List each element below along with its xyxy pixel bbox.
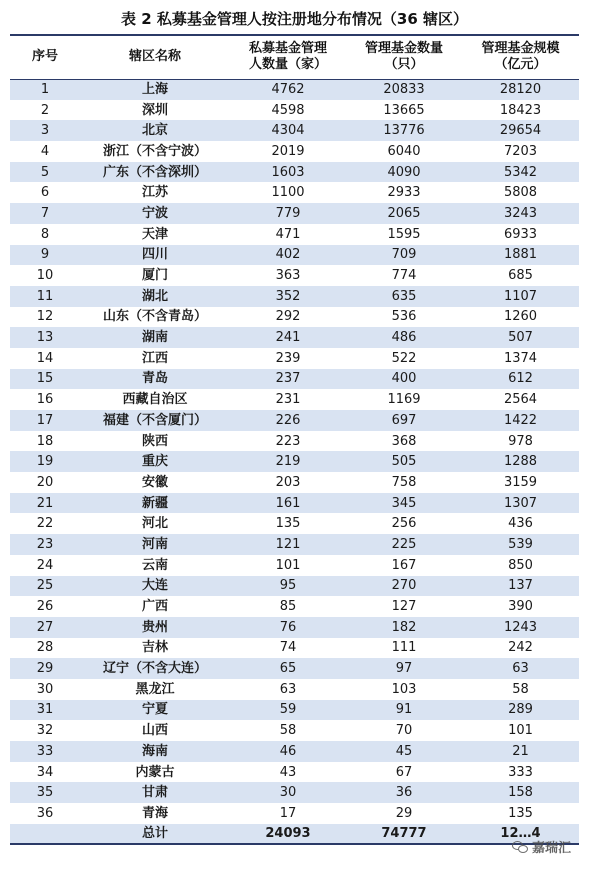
cell-scale: 850 — [508, 557, 533, 573]
wechat-icon — [512, 841, 528, 853]
table-row — [10, 617, 579, 638]
table-row — [10, 679, 579, 700]
table-row — [10, 431, 579, 452]
table-body — [10, 79, 579, 844]
cell-scale: 1243 — [462, 617, 579, 638]
cell-managers: 46 — [230, 741, 346, 762]
cell-no: 32 — [36, 723, 54, 739]
table-row — [10, 472, 579, 493]
cell-managers: 101 — [275, 557, 301, 573]
cell-no: 13 — [10, 327, 80, 348]
cell-scale: 7203 — [503, 143, 538, 159]
cell-region: 四川 — [80, 245, 230, 266]
table-row — [10, 451, 579, 472]
cell-scale: 1422 — [462, 410, 579, 431]
cell-no: 21 — [10, 493, 80, 514]
cell-no: 31 — [10, 700, 80, 721]
header-region-label: 辖区名称 — [128, 49, 181, 65]
cell-managers: 402 — [230, 245, 346, 266]
table-row — [10, 224, 579, 245]
cell-managers: 1100 — [271, 185, 305, 201]
cell-funds: 97 — [346, 658, 462, 679]
cell-no: 10 — [36, 268, 54, 284]
cell-region: 青海 — [141, 805, 168, 821]
table-row — [10, 307, 579, 328]
table-row — [10, 265, 579, 286]
header-funds — [346, 35, 462, 79]
total-managers: 24093 — [230, 824, 346, 845]
cell-region: 海南 — [80, 741, 230, 762]
cell-managers: 4762 — [230, 79, 346, 100]
cell-managers: 292 — [275, 309, 301, 325]
cell-no: 29 — [10, 658, 80, 679]
cell-funds: 758 — [391, 474, 417, 490]
table-row — [10, 245, 579, 266]
cell-no: 23 — [10, 534, 80, 555]
cell-funds: 13665 — [383, 102, 425, 118]
total-funds: 74777 — [346, 824, 462, 845]
table-row — [10, 638, 579, 659]
table-row — [10, 720, 579, 741]
cell-region: 深圳 — [141, 102, 168, 118]
cell-funds: 91 — [346, 700, 462, 721]
cell-managers: 76 — [230, 617, 346, 638]
cell-no: 20 — [36, 474, 54, 490]
cell-funds: 522 — [391, 350, 417, 366]
cell-funds: 111 — [391, 640, 417, 656]
cell-scale: 1881 — [462, 245, 579, 266]
cell-managers: 59 — [230, 700, 346, 721]
cell-funds: 182 — [346, 617, 462, 638]
cell-funds: 709 — [346, 245, 462, 266]
table-row — [10, 762, 579, 783]
cell-managers: 219 — [230, 451, 346, 472]
cell-managers: 352 — [230, 286, 346, 307]
cell-managers: 226 — [230, 410, 346, 431]
cell-region: 黑龙江 — [135, 681, 175, 697]
cell-managers: 17 — [279, 805, 297, 821]
cell-funds: 1595 — [387, 226, 421, 242]
cell-funds: 36 — [346, 782, 462, 803]
table-row — [10, 513, 579, 534]
cell-region: 河北 — [141, 516, 168, 532]
cell-scale: 6933 — [503, 226, 538, 242]
cell-funds: 29 — [395, 805, 413, 821]
table-row — [10, 286, 579, 307]
total-row — [10, 824, 579, 845]
cell-funds: 6040 — [387, 143, 421, 159]
cell-scale: 507 — [462, 327, 579, 348]
cell-funds: 697 — [346, 410, 462, 431]
cell-funds: 400 — [346, 369, 462, 390]
cell-managers: 43 — [279, 764, 297, 780]
cell-region: 厦门 — [141, 268, 168, 284]
cell-scale: 28120 — [462, 79, 579, 100]
cell-no: 34 — [36, 764, 54, 780]
cell-scale: 390 — [508, 599, 533, 615]
cell-funds: 4090 — [346, 162, 462, 183]
cell-scale: 21 — [462, 741, 579, 762]
cell-managers: 135 — [275, 516, 301, 532]
cell-managers: 95 — [230, 576, 346, 597]
cell-region: 山东（不含青岛） — [102, 309, 207, 325]
cell-no: 30 — [36, 681, 54, 697]
cell-scale: 685 — [508, 268, 533, 284]
cell-scale: 1260 — [503, 309, 538, 325]
cell-no: 33 — [10, 741, 80, 762]
cell-managers: 4304 — [230, 120, 346, 141]
table-row — [10, 369, 579, 390]
cell-region: 西藏自治区 — [122, 392, 188, 408]
cell-funds: 127 — [391, 599, 417, 615]
cell-region: 辽宁（不含大连） — [80, 658, 230, 679]
cell-region: 云南 — [141, 557, 168, 573]
cell-no: 15 — [10, 369, 80, 390]
cell-region: 湖南 — [80, 327, 230, 348]
header-managers — [230, 35, 346, 79]
cell-no: 16 — [36, 392, 54, 408]
cell-no: 3 — [10, 120, 80, 141]
cell-managers: 241 — [230, 327, 346, 348]
cell-no: 24 — [36, 557, 54, 573]
cell-funds: 345 — [346, 493, 462, 514]
cell-region: 吉林 — [141, 640, 168, 656]
cell-managers: 30 — [230, 782, 346, 803]
header-scale-label: 管理基金规模 （亿元） — [481, 41, 560, 73]
watermark-text: 嘉瑞汇 — [531, 841, 571, 856]
cell-funds: 2065 — [346, 203, 462, 224]
cell-scale: 612 — [462, 369, 579, 390]
cell-scale: 63 — [462, 658, 579, 679]
cell-scale: 135 — [508, 805, 533, 821]
cell-scale: 101 — [508, 723, 533, 739]
cell-scale: 2564 — [503, 392, 538, 408]
cell-managers: 239 — [275, 350, 301, 366]
table-row — [10, 576, 579, 597]
total-no — [10, 824, 80, 845]
cell-no: 9 — [10, 245, 80, 266]
cell-scale: 242 — [508, 640, 533, 656]
cell-funds: 20833 — [346, 79, 462, 100]
cell-managers: 74 — [279, 640, 297, 656]
fund-manager-table — [10, 34, 579, 845]
cell-scale: 158 — [462, 782, 579, 803]
cell-scale: 1288 — [462, 451, 579, 472]
cell-managers: 203 — [275, 474, 301, 490]
cell-scale: 436 — [508, 516, 533, 532]
cell-no: 5 — [10, 162, 80, 183]
cell-scale: 333 — [508, 764, 533, 780]
cell-funds: 167 — [391, 557, 417, 573]
cell-region: 上海 — [80, 79, 230, 100]
cell-region: 浙江（不含宁波） — [102, 143, 207, 159]
cell-managers: 1603 — [230, 162, 346, 183]
cell-no: 7 — [10, 203, 80, 224]
cell-no: 4 — [40, 143, 50, 159]
table-row — [10, 203, 579, 224]
cell-funds: 536 — [391, 309, 417, 325]
cell-no: 17 — [10, 410, 80, 431]
cell-no: 11 — [10, 286, 80, 307]
cell-funds: 774 — [391, 268, 417, 284]
cell-no: 36 — [36, 805, 54, 821]
table-row — [10, 782, 579, 803]
cell-managers: 779 — [230, 203, 346, 224]
cell-region: 青岛 — [80, 369, 230, 390]
cell-region: 江苏 — [141, 185, 168, 201]
cell-funds: 270 — [346, 576, 462, 597]
table-row — [10, 493, 579, 514]
cell-no: 19 — [10, 451, 80, 472]
cell-scale: 1107 — [462, 286, 579, 307]
table-row — [10, 741, 579, 762]
cell-funds: 1169 — [387, 392, 421, 408]
cell-no: 26 — [36, 599, 54, 615]
table-row — [10, 162, 579, 183]
cell-region: 江西 — [141, 350, 168, 366]
cell-region: 甘肃 — [80, 782, 230, 803]
cell-region: 大连 — [80, 576, 230, 597]
cell-no: 27 — [10, 617, 80, 638]
cell-managers: 63 — [279, 681, 297, 697]
cell-scale: 289 — [462, 700, 579, 721]
cell-region: 安徽 — [141, 474, 168, 490]
cell-region: 重庆 — [80, 451, 230, 472]
cell-scale: 1307 — [462, 493, 579, 514]
cell-managers: 65 — [230, 658, 346, 679]
table-row — [10, 700, 579, 721]
cell-funds: 635 — [346, 286, 462, 307]
table-row — [10, 555, 579, 576]
cell-funds: 368 — [391, 433, 417, 449]
table-title: 表 2 私募基金管理人按注册地分布情况（36 辖区） — [121, 10, 468, 28]
cell-funds: 486 — [346, 327, 462, 348]
table-row — [10, 596, 579, 617]
cell-region: 北京 — [80, 120, 230, 141]
cell-scale: 18423 — [499, 102, 542, 118]
cell-scale: 539 — [462, 534, 579, 555]
cell-scale: 58 — [512, 681, 529, 697]
cell-region: 山西 — [141, 723, 168, 739]
cell-region: 新疆 — [80, 493, 230, 514]
cell-managers: 85 — [279, 599, 297, 615]
cell-region: 贵州 — [80, 617, 230, 638]
table-row — [10, 79, 579, 100]
cell-funds: 13776 — [346, 120, 462, 141]
cell-managers: 4598 — [271, 102, 305, 118]
cell-scale: 5808 — [503, 185, 538, 201]
header-no-label: 序号 — [31, 49, 58, 65]
cell-funds: 103 — [391, 681, 417, 697]
cell-region: 陕西 — [141, 433, 168, 449]
cell-no: 8 — [40, 226, 50, 242]
cell-funds: 256 — [391, 516, 417, 532]
cell-region: 宁波 — [80, 203, 230, 224]
header-managers-label: 私募基金管理 人数量（家） — [248, 41, 327, 73]
cell-no: 6 — [40, 185, 50, 201]
header-no — [10, 35, 80, 79]
cell-no: 25 — [10, 576, 80, 597]
cell-funds: 2933 — [387, 185, 421, 201]
cell-scale: 978 — [508, 433, 533, 449]
cell-managers: 237 — [230, 369, 346, 390]
cell-region: 广东（不含深圳） — [80, 162, 230, 183]
table-row — [10, 100, 579, 121]
cell-funds: 225 — [346, 534, 462, 555]
cell-no: 14 — [36, 350, 54, 366]
cell-region: 宁夏 — [80, 700, 230, 721]
cell-no: 1 — [10, 79, 80, 100]
cell-region: 天津 — [141, 226, 168, 242]
cell-managers: 2019 — [271, 143, 305, 159]
cell-funds: 45 — [346, 741, 462, 762]
cell-managers: 58 — [279, 723, 297, 739]
cell-managers: 231 — [275, 392, 301, 408]
cell-managers: 161 — [230, 493, 346, 514]
table-row — [10, 410, 579, 431]
cell-funds: 70 — [395, 723, 413, 739]
cell-funds: 505 — [346, 451, 462, 472]
cell-no: 18 — [36, 433, 54, 449]
cell-funds: 67 — [395, 764, 413, 780]
watermark — [512, 837, 571, 856]
header-region — [80, 35, 230, 79]
cell-region: 福建（不含厦门） — [80, 410, 230, 431]
header-row — [10, 35, 579, 79]
table-row — [10, 389, 579, 410]
cell-managers: 363 — [275, 268, 301, 284]
table-row — [10, 141, 579, 162]
header-scale — [462, 35, 579, 79]
table-row — [10, 534, 579, 555]
cell-managers: 223 — [275, 433, 301, 449]
cell-scale: 137 — [462, 576, 579, 597]
cell-region: 广西 — [141, 599, 168, 615]
table-row — [10, 348, 579, 369]
table-row — [10, 120, 579, 141]
table-row — [10, 658, 579, 679]
table-row — [10, 803, 579, 824]
table-row — [10, 327, 579, 348]
cell-region: 湖北 — [80, 286, 230, 307]
total-scale: 12…4 — [462, 824, 579, 845]
cell-scale: 29654 — [462, 120, 579, 141]
cell-managers: 121 — [230, 534, 346, 555]
total-region: 总计 — [80, 824, 230, 845]
cell-scale: 3159 — [503, 474, 538, 490]
cell-scale: 1374 — [503, 350, 538, 366]
cell-no: 22 — [36, 516, 54, 532]
cell-region: 内蒙古 — [135, 764, 175, 780]
cell-region: 河南 — [80, 534, 230, 555]
cell-no: 28 — [36, 640, 54, 656]
cell-no: 12 — [36, 309, 54, 325]
cell-no: 2 — [40, 102, 50, 118]
header-funds-label: 管理基金数量 （只） — [364, 41, 443, 73]
cell-scale: 3243 — [462, 203, 579, 224]
table-row — [10, 182, 579, 203]
cell-managers: 471 — [275, 226, 301, 242]
cell-no: 35 — [10, 782, 80, 803]
cell-scale: 5342 — [462, 162, 579, 183]
